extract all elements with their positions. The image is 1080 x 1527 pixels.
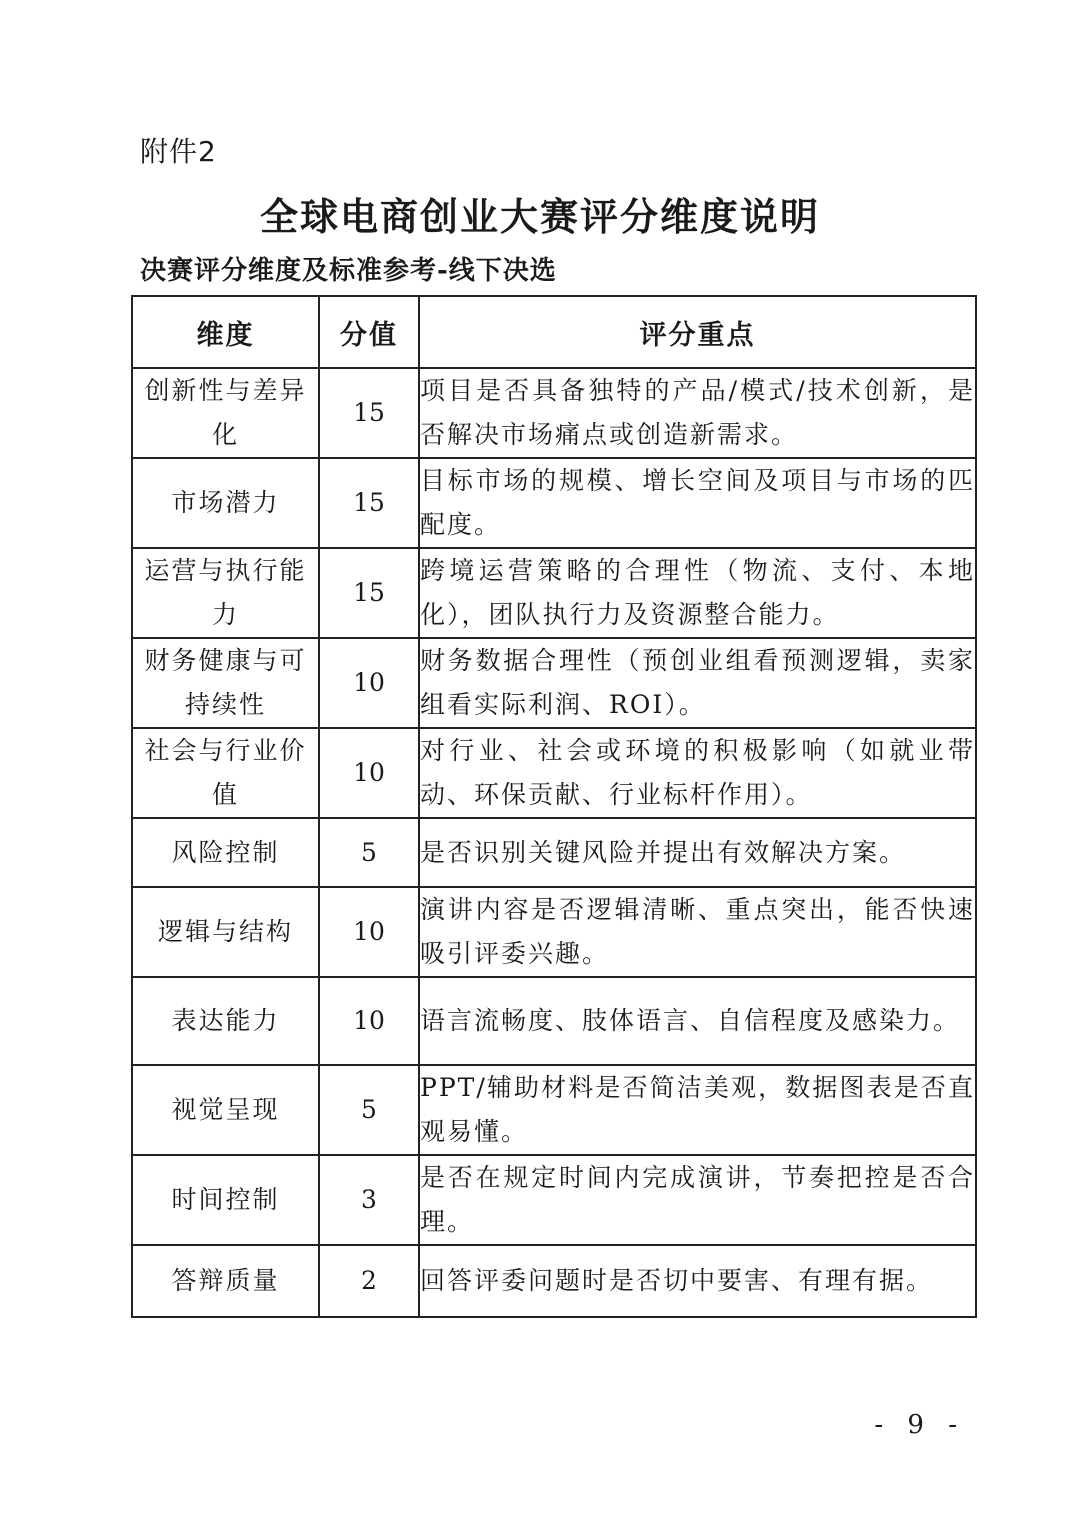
dimension-cell: 社会与行业价值: [132, 728, 319, 818]
score-cell: 10: [319, 887, 419, 977]
score-cell: 15: [319, 458, 419, 548]
table-row: [132, 1065, 976, 1155]
score-cell: 3: [319, 1155, 419, 1245]
table-row: [132, 1245, 976, 1317]
focus-cell: 回答评委问题时是否切中要害、有理有据。: [419, 1245, 976, 1317]
attachment-label: 附件2: [140, 135, 217, 168]
focus-cell: 目标市场的规模、增长空间及项目与市场的匹配度。: [419, 458, 976, 548]
dimension-cell: 财务健康与可持续性: [132, 638, 319, 728]
score-cell: 2: [319, 1245, 419, 1317]
table-row: [132, 548, 976, 638]
table-row: [132, 818, 976, 887]
focus-cell: 跨境运营策略的合理性（物流、支付、本地化），团队执行力及资源整合能力。: [419, 548, 976, 638]
page-number: - 9 -: [874, 1410, 965, 1440]
dimension-cell: 运营与执行能力: [132, 548, 319, 638]
focus-cell: 财务数据合理性（预创业组看预测逻辑，卖家组看实际利润、ROI）。: [419, 638, 976, 728]
score-cell: 10: [319, 977, 419, 1065]
dimension-cell: 答辩质量: [132, 1245, 319, 1317]
focus-cell: 对行业、社会或环境的积极影响（如就业带动、环保贡献、行业标杆作用）。: [419, 728, 976, 818]
score-cell: 15: [319, 548, 419, 638]
focus-cell: PPT/辅助材料是否简洁美观，数据图表是否直观易懂。: [419, 1065, 976, 1155]
score-cell: 5: [319, 818, 419, 887]
header-focus: 评分重点: [419, 296, 976, 368]
page-title: 全球电商创业大赛评分维度说明: [259, 195, 820, 239]
dimension-cell: 市场潜力: [132, 458, 319, 548]
focus-cell: 是否识别关键风险并提出有效解决方案。: [419, 818, 976, 887]
table-row: [132, 977, 976, 1065]
dimension-cell: 创新性与差异化: [132, 368, 319, 458]
dimension-cell: 表达能力: [132, 977, 319, 1065]
dimension-cell: 逻辑与结构: [132, 887, 319, 977]
score-cell: 15: [319, 368, 419, 458]
table-row: [132, 1155, 976, 1245]
focus-cell: 项目是否具备独特的产品/模式/技术创新，是否解决市场痛点或创造新需求。: [419, 368, 976, 458]
score-cell: 10: [319, 728, 419, 818]
dimension-cell: 视觉呈现: [132, 1065, 319, 1155]
focus-cell: 是否在规定时间内完成演讲，节奏把控是否合理。: [419, 1155, 976, 1245]
score-cell: 10: [319, 638, 419, 728]
dimension-cell: 时间控制: [132, 1155, 319, 1245]
table-row: [132, 638, 976, 728]
table-row: [132, 887, 976, 977]
section-subtitle: 决赛评分维度及标准参考-线下决选: [140, 256, 557, 286]
table-header-row: [132, 296, 976, 368]
table-row: [132, 368, 976, 458]
header-dimension: 维度: [132, 296, 319, 368]
dimension-cell: 风险控制: [132, 818, 319, 887]
focus-cell: 语言流畅度、肢体语言、自信程度及感染力。: [419, 977, 976, 1065]
table-row: [132, 458, 976, 548]
scoring-table: [131, 295, 977, 1318]
focus-cell: 演讲内容是否逻辑清晰、重点突出，能否快速吸引评委兴趣。: [419, 887, 976, 977]
table-row: [132, 728, 976, 818]
score-cell: 5: [319, 1065, 419, 1155]
header-score: 分值: [319, 296, 419, 368]
